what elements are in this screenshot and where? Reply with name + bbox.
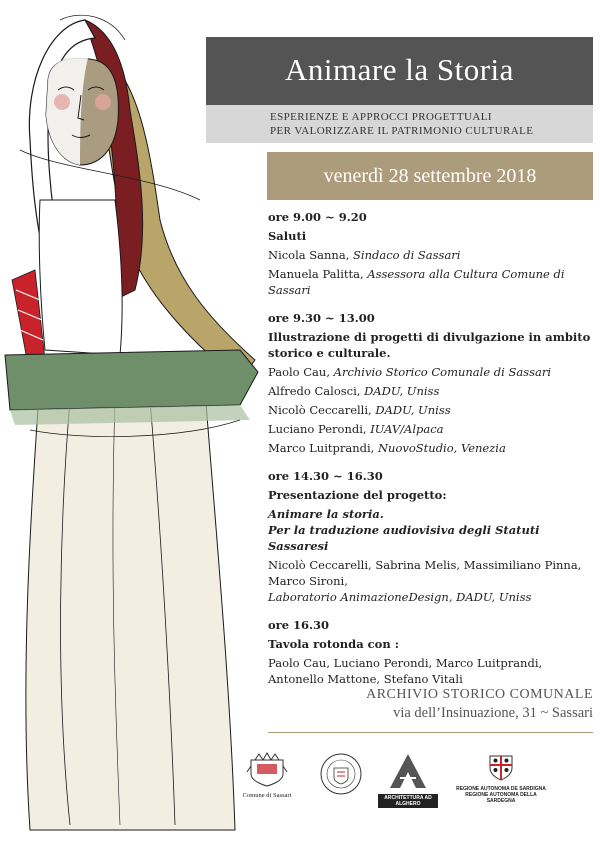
page-title: Animare la Storia (285, 52, 514, 87)
venue-address: via dell’Insinuazione, 31 ~ Sassari (393, 705, 593, 721)
program-slot-4 (268, 617, 593, 687)
date-band (267, 152, 593, 200)
program (268, 209, 593, 699)
speaker-name: Manuela Palitta, (268, 267, 368, 281)
logo-regione-sardegna (456, 752, 546, 804)
speaker (268, 266, 593, 298)
logo-caption-line-2: REGIONE AUTONOMA DELLA SARDEGNA (465, 792, 537, 804)
university-seal-icon (319, 752, 363, 796)
divider (268, 732, 593, 733)
speaker-role: DADU, Uniss (364, 384, 440, 398)
speakers-list: Paolo Cau, Luciano Perondi, Marco Luitprandi, Antonello Mattone, Stefano Vitali (268, 656, 543, 686)
logo-caption: Comune di Sassari (242, 792, 292, 799)
skirt-shape (26, 380, 235, 830)
event-date: venerdì 28 settembre 2018 (323, 165, 537, 187)
lab-name: Laboratorio AnimazioneDesign, DADU, Uniss (268, 590, 532, 604)
regione-crest-icon (486, 752, 516, 782)
slot-time: ore 9.00 ~ 9.20 (268, 210, 367, 224)
speakers-list: Nicolò Ceccarelli, Sabrina Melis, Massimiliano Pinna, Marco Sironi, (268, 558, 582, 588)
venue (268, 687, 593, 722)
logo-caption: ARCHITETTURA AD ALGHERO (378, 794, 438, 808)
slot-time: ore 9.30 ~ 13.00 (268, 311, 375, 325)
tray-green (5, 350, 258, 410)
speaker-name: Alfredo Calosci, (268, 384, 365, 398)
slot-heading: Tavola rotonda con : (268, 637, 399, 651)
project-title: Animare la storia. (268, 507, 384, 521)
title-band (206, 37, 593, 105)
speaker (268, 421, 593, 437)
speaker-name: Nicolò Ceccarelli, (268, 403, 376, 417)
architecture-a-icon (386, 752, 430, 790)
subtitle-line-1: ESPERIENZE E APPROCCI PROGETTUALI (270, 111, 492, 123)
speaker (268, 440, 593, 456)
logo-university-seal (316, 752, 366, 800)
speaker-role: Assessora alla Cultura Comune di Sassari (268, 267, 565, 297)
speaker (268, 402, 593, 418)
speaker-name: Nicola Sanna, (268, 248, 354, 262)
speaker-role: Sindaco di Sassari (353, 248, 461, 262)
speaker-role: DADU, Uniss (375, 403, 451, 417)
speaker (268, 364, 593, 380)
program-slot-2 (268, 310, 593, 456)
speaker-name: Luciano Perondi, (268, 422, 371, 436)
slot-heading: Illustrazione di progetti di divulgazione in ambito storico e culturale. (268, 330, 591, 360)
program-slot-3 (268, 468, 593, 605)
project-subtitle: Per la traduzione audiovisiva degli Statuti Sassaresi (268, 523, 540, 553)
slot-heading: Presentazione del progetto: (268, 488, 447, 502)
speaker-name: Marco Luitprandi, (268, 441, 378, 455)
speaker-role: Archivio Storico Comunale di Sassari (333, 365, 552, 379)
speaker-name: Paolo Cau, (268, 365, 334, 379)
speaker (268, 383, 593, 399)
venue-name: ARCHIVIO STORICO COMUNALE (366, 687, 593, 702)
logo-caption-line-1: REGIONE AUTONOMA DE SARDIGNA (456, 786, 546, 792)
slot-time: ore 16.30 (268, 618, 330, 632)
speaker-role: NuovoStudio, Venezia (377, 441, 506, 455)
logo-architettura-alghero (378, 752, 438, 808)
subtitle-band (206, 105, 593, 143)
coat-of-arms-icon (245, 752, 289, 788)
logo-comune-di-sassari (236, 752, 298, 799)
speaker-role: IUAV/Alpaca (370, 422, 444, 436)
program-slot-1 (268, 209, 593, 298)
speaker (268, 247, 593, 263)
slot-time: ore 14.30 ~ 16.30 (268, 469, 383, 483)
subtitle-line-2: PER VALORIZZARE IL PATRIMONIO CULTURALE (270, 125, 534, 137)
slot-heading: Saluti (268, 229, 307, 243)
